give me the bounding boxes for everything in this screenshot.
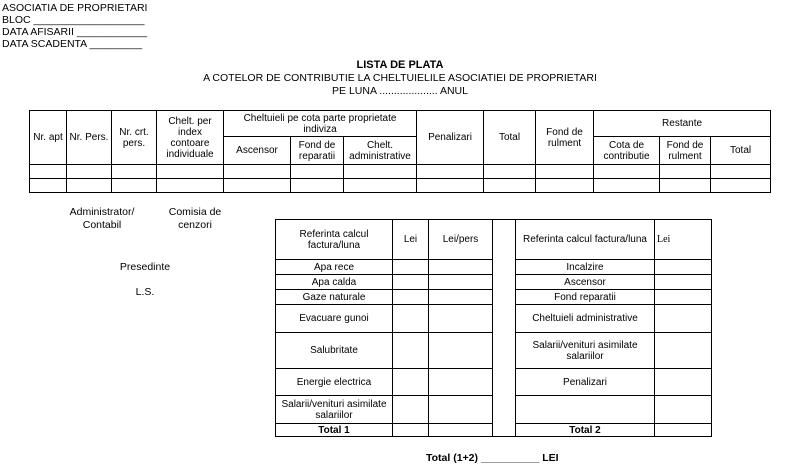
ref-lei-pers-header: Lei/pers <box>429 220 493 260</box>
data-scadenta-field: DATA SCADENTA _________ <box>2 38 143 50</box>
signature-ls: L.S. <box>135 286 155 298</box>
ref-right-header: Referinta calcul factura/luna <box>516 220 655 260</box>
ref-spacer-column <box>493 220 516 437</box>
ref-lei-header: Lei <box>393 220 429 260</box>
ref-row-apa-rece: Apa rece <box>276 260 393 275</box>
bloc-field: BLOC ___________________ <box>2 14 145 26</box>
payment-table <box>29 110 771 193</box>
col-total: Total <box>484 111 536 165</box>
col-group-restante: Restante <box>594 111 771 137</box>
ref-row-salubritate: Salubritate <box>276 333 393 369</box>
period-line: PE LUNA .................... ANUL <box>332 85 468 97</box>
col-nr-apt: Nr. apt <box>30 111 67 165</box>
col-nr-pers: Nr. Pers. <box>67 111 112 165</box>
col-penalizari: Penalizari <box>417 111 484 165</box>
ref-row-energie-electrica: Energie electrica <box>276 369 393 396</box>
ref-row-fond-reparatii: Fond reparatii <box>516 290 655 305</box>
ref-row-ascensor: Ascensor <box>516 275 655 290</box>
ref-row-salarii-left: Salarii/venituri asimilate salariilor <box>276 396 393 424</box>
page-subtitle: A COTELOR DE CONTRIBUTIE LA CHELTUIELILE ASOCIATIEI DE PROPRIETARI <box>203 72 597 84</box>
grand-total: Total (1+2) __________ LEI <box>426 452 559 464</box>
col-restante-fond-rulment: Fond de rulment <box>660 137 711 165</box>
data-afisarii-field: DATA AFISARII ____________ <box>2 26 147 38</box>
col-fond-reparatii: Fond de reparatii <box>291 137 344 165</box>
ref-row-evacuare-gunoi: Evacuare gunoi <box>276 305 393 333</box>
signature-presedinte: Presedinte <box>119 261 171 273</box>
col-cota-contributie: Cota de contributie <box>594 137 660 165</box>
ref-left-header: Referinta calcul factura/luna <box>276 220 393 260</box>
col-group-chelt-cota: Cheltuieli pe cota parte proprietate indiviza <box>224 111 417 137</box>
ref-row-apa-calda: Apa calda <box>276 275 393 290</box>
ref-row-salarii-right: Salarii/venituri asimilate salariilor <box>516 333 655 369</box>
ref-right-lei-header: Lei <box>655 220 712 260</box>
table-row <box>30 179 771 193</box>
signature-admin: Administrator/ Contabil <box>69 206 135 231</box>
ref-total-1: Total 1 <box>276 424 393 437</box>
ref-row-empty <box>516 396 655 424</box>
ref-row-cheltuieli-administrative: Cheltuieli administrative <box>516 305 655 333</box>
col-fond-rulment: Fond de rulment <box>536 111 594 165</box>
ref-row-incalzire: Incalzire <box>516 260 655 275</box>
ref-total-2: Total 2 <box>516 424 655 437</box>
association-name: ASOCIATIA DE PROPRIETARI <box>2 2 148 14</box>
signature-comisia: Comisia de cenzori <box>168 206 222 231</box>
page-title: LISTA DE PLATA <box>356 59 444 71</box>
col-nr-crt-pers: Nr. crt. pers. <box>112 111 157 165</box>
reference-table <box>275 219 712 437</box>
table-row <box>30 165 771 179</box>
col-restante-total: Total <box>711 137 771 165</box>
col-chelt-admin: Chelt. administrative <box>344 137 417 165</box>
ref-row-penalizari: Penalizari <box>516 369 655 396</box>
ref-row-gaze-naturale: Gaze naturale <box>276 290 393 305</box>
col-chelt-index: Chelt. per index contoare individuale <box>157 111 224 165</box>
col-ascensor: Ascensor <box>224 137 291 165</box>
